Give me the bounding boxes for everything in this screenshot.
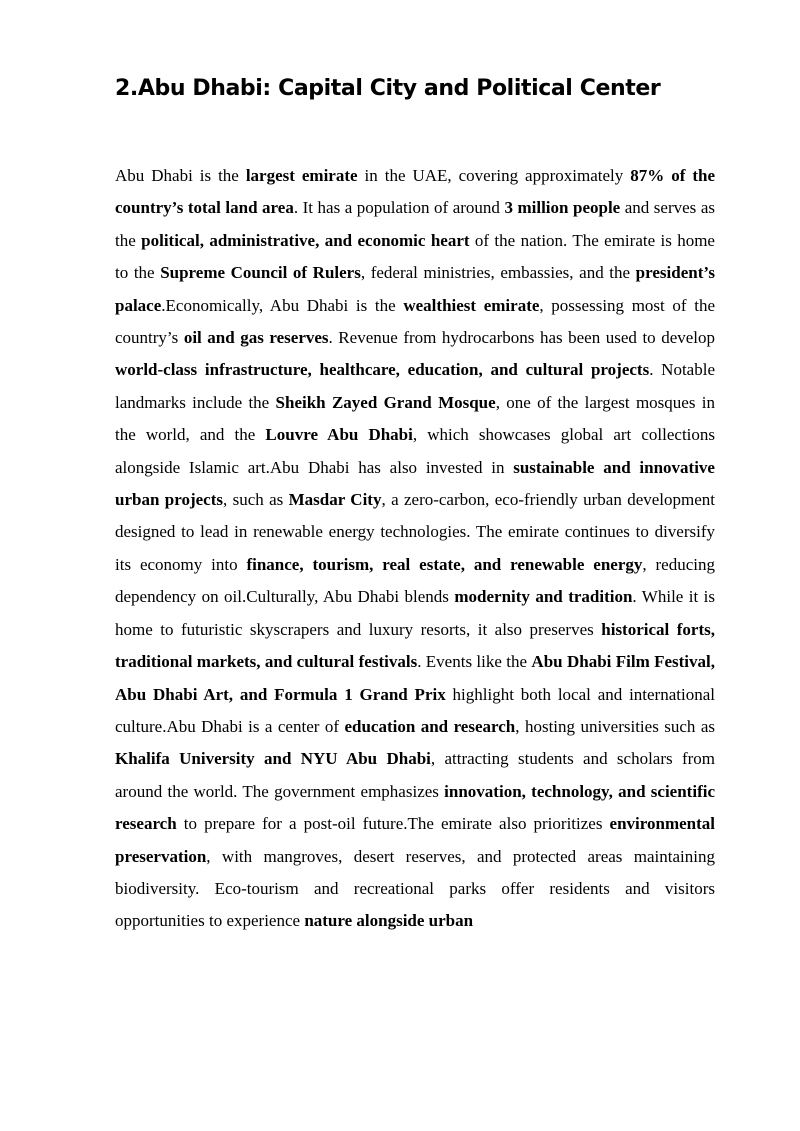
text-run: , federal ministries, embassies, and the — [360, 263, 636, 283]
text-run: , hosting universities such as — [515, 716, 716, 736]
text-run: to prepare for a post-oil future.The emirate also prioritizes — [176, 814, 610, 834]
bold-text-run: Louvre Abu Dhabi — [265, 425, 413, 445]
bold-text-run: environmental preservation — [115, 814, 715, 866]
text-run: , attracting students and scholars from around the world. The government emphasizes — [115, 749, 715, 801]
text-run: , a zero-carbon, eco-friendly urban development designed to lead in renewable energy technologies. The emirate continues to diversify its economy into — [115, 490, 716, 574]
text-run: .Economically, Abu Dhabi is the — [161, 295, 404, 315]
text-run: and serves as the — [115, 198, 715, 250]
bold-text-run: modernity and tradition — [454, 587, 633, 607]
text-run: , one of the largest mosques in the world, and the — [115, 392, 715, 445]
bold-text-run: nature alongside urban — [304, 911, 474, 931]
bold-text-run: oil and gas reserves — [183, 328, 329, 348]
bold-text-run: education and research — [344, 716, 516, 736]
text-run: , with mangroves, desert reserves, and protected areas maintaining biodiversity. Eco-tourism and recreational parks offer residents and visitors opportunities to experience — [115, 846, 715, 931]
section-heading: 2.Abu Dhabi: Capital City and Political Center — [115, 76, 661, 101]
bold-text-run: Supreme Council of Rulers — [160, 263, 361, 283]
text-run: . Notable landmarks include the — [115, 360, 715, 412]
bold-text-run: world-class infrastructure, healthcare, education, and cultural projects — [115, 360, 650, 380]
text-run: in the UAE, covering approximately — [357, 166, 631, 185]
bold-text-run: historical forts, traditional markets, and cultural festivals — [115, 619, 715, 672]
bold-text-run: political, administrative, and economic heart — [141, 230, 470, 250]
text-run: Abu Dhabi is the — [115, 166, 246, 185]
text-run: , reducing dependency on oil.Culturally, Abu Dhabi blends — [115, 554, 715, 607]
text-run: . It has a population of around — [293, 198, 505, 218]
bold-text-run: president’s palace — [115, 263, 715, 315]
text-run: of the nation. The emirate is home to the — [115, 230, 715, 283]
bold-text-run: largest emirate — [245, 166, 358, 185]
text-run: . Revenue from hydrocarbons has been used to develop — [328, 328, 716, 348]
text-run: highlight both local and international culture.Abu Dhabi is a center of — [115, 684, 715, 736]
text-run: , which showcases global art collections alongside Islamic art.Abu Dhabi has also invested in — [115, 425, 716, 477]
body-paragraph — [115, 160, 715, 938]
bold-text-run: Abu Dhabi Film Festival, Abu Dhabi Art, and Formula 1 Grand Prix — [115, 652, 715, 704]
bold-text-run: Masdar City — [288, 490, 382, 510]
bold-text-run: 3 million people — [504, 198, 621, 218]
text-run: . While it is home to futuristic skyscrapers and luxury resorts, it also preserves — [115, 587, 715, 639]
bold-text-run: Khalifa University and NYU Abu Dhabi — [115, 749, 431, 769]
bold-text-run: innovation, technology, and scientific research — [115, 781, 715, 834]
bold-text-run: sustainable and innovative urban projects — [115, 457, 715, 510]
bold-text-run: Sheikh Zayed Grand Mosque — [275, 392, 496, 412]
bold-text-run: 87% of the country’s total land area — [115, 166, 715, 218]
bold-text-run: finance, tourism, real estate, and renewable energy — [246, 554, 643, 574]
bold-text-run: wealthiest emirate — [403, 295, 540, 315]
text-run: . Events like the — [417, 652, 532, 672]
text-run: , possessing most of the country’s — [115, 295, 715, 348]
text-run: , such as — [222, 490, 289, 510]
